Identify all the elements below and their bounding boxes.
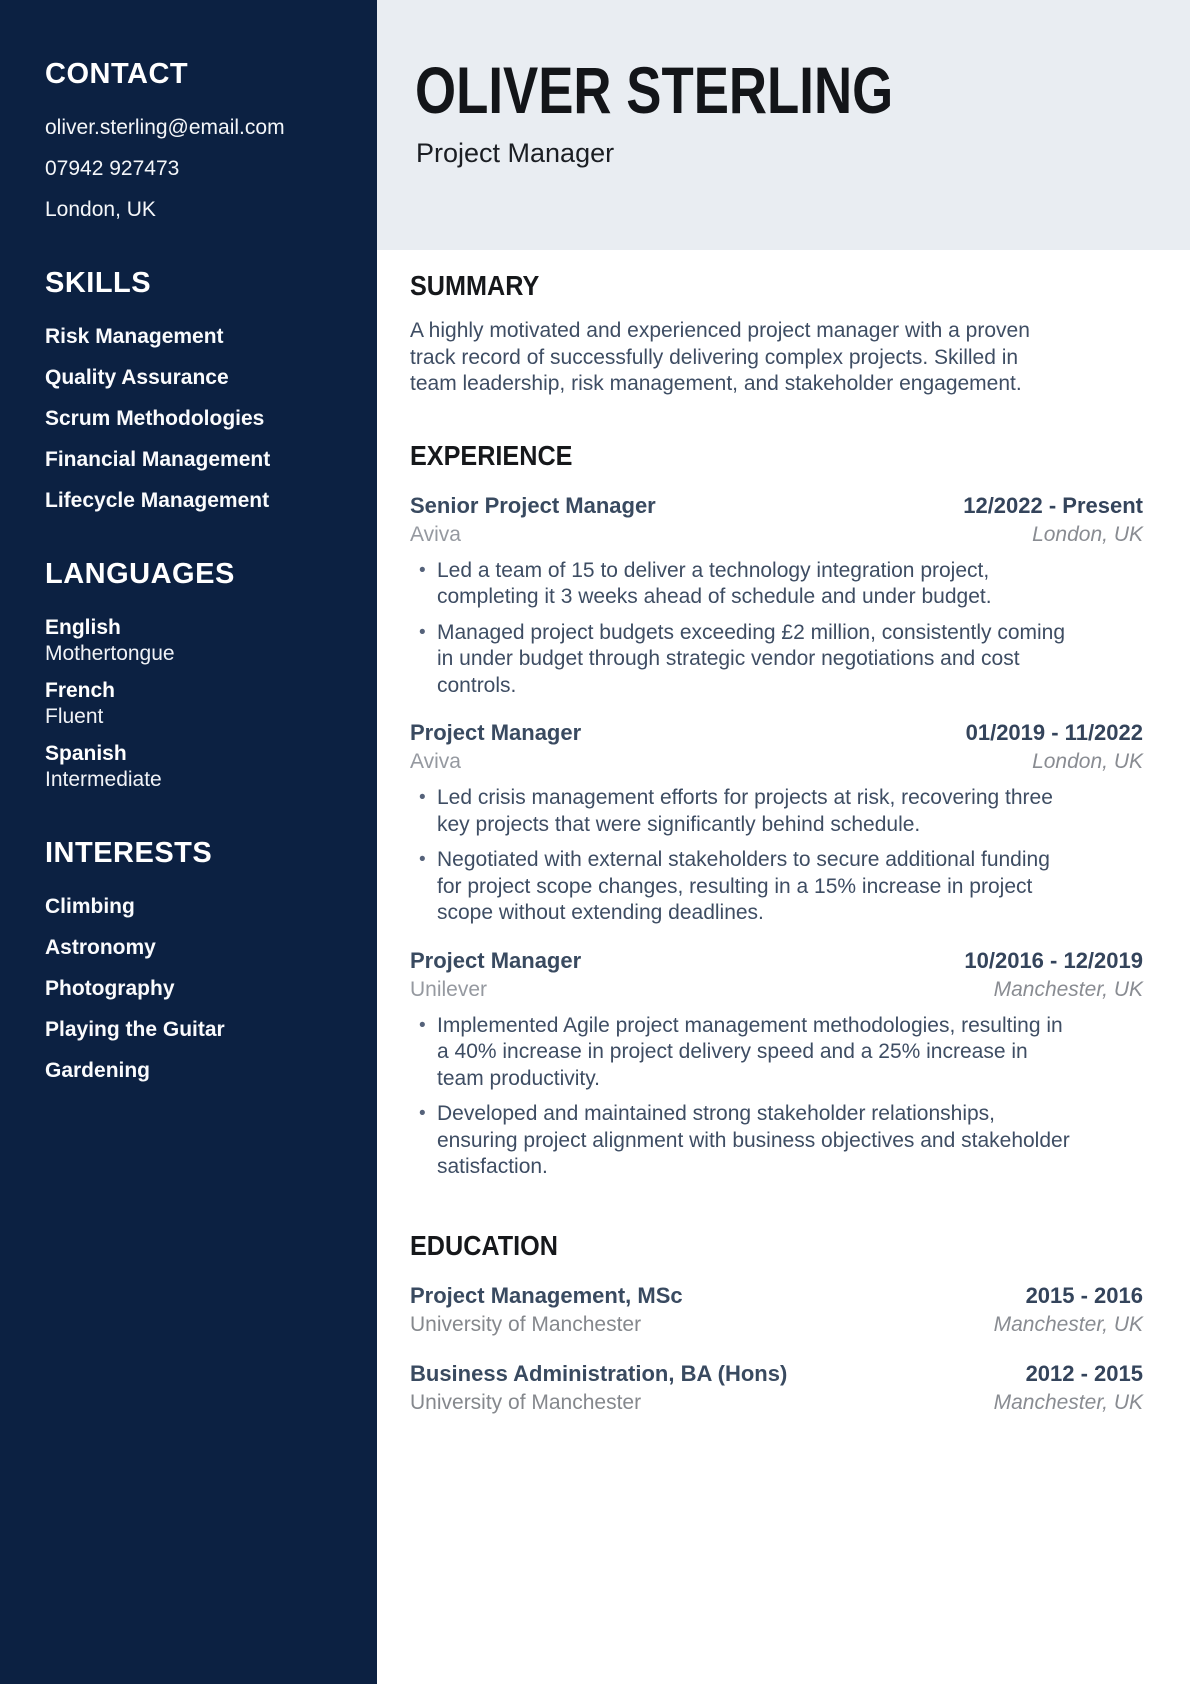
- language-item: [45, 615, 337, 667]
- interests-section: [45, 837, 337, 1084]
- job-location: London, UK: [1032, 750, 1143, 773]
- interest-item: Climbing: [45, 895, 135, 918]
- interest-item: Gardening: [45, 1059, 151, 1082]
- education-degree: Project Management, MSc: [410, 1282, 683, 1308]
- job-dates: 10/2016 - 12/2019: [964, 947, 1143, 973]
- job-company: Aviva: [410, 750, 461, 773]
- job-bullets: [410, 785, 1143, 927]
- job-entry: [410, 947, 1143, 1181]
- skill-item: Scrum Methodologies: [45, 407, 265, 430]
- skill-item: Lifecycle Management: [45, 489, 270, 512]
- job-company-row: [410, 747, 1143, 777]
- job-bullet: • Implemented Agile project management methodologies, resulting in a 40% increase in project delivery speed and a 25% increase in team productivity.: [410, 1013, 1075, 1093]
- job-location: Manchester, UK: [993, 977, 1143, 1001]
- language-item: [45, 678, 337, 730]
- job-dates: 01/2019 - 11/2022: [965, 720, 1143, 745]
- language-level: Fluent: [45, 705, 104, 728]
- languages-section: [45, 558, 337, 793]
- job-location: London, UK: [1032, 522, 1143, 546]
- candidate-title: Project Manager: [416, 138, 615, 168]
- header-banner: [377, 0, 1190, 250]
- job-bullets: [410, 558, 1143, 700]
- education-location: Manchester, UK: [993, 1390, 1143, 1414]
- education-section: [410, 1190, 1143, 1418]
- language-name: English: [45, 616, 121, 639]
- skills-list: [45, 324, 337, 514]
- candidate-name: OLIVER STERLING: [415, 53, 894, 127]
- job-title: Project Manager: [410, 947, 582, 973]
- contact-location: London, UK: [45, 198, 156, 221]
- summary-heading: SUMMARY: [410, 270, 540, 301]
- education-location: Manchester, UK: [993, 1312, 1143, 1336]
- job-bullet: • Managed project budgets exceeding £2 million, consistently coming in under budget through strategic vendor negotiations and cost controls.: [410, 620, 1075, 700]
- interest-item: Astronomy: [45, 936, 156, 959]
- job-entry: [410, 492, 1143, 700]
- education-entry: [410, 1282, 1143, 1340]
- education-heading: EDUCATION: [410, 1229, 558, 1261]
- job-company: Aviva: [410, 522, 461, 546]
- job-title: Senior Project Manager: [410, 492, 656, 518]
- job-title-row: [410, 719, 1143, 747]
- education-school-row: [410, 1310, 1143, 1340]
- job-title: Project Manager: [410, 720, 582, 745]
- language-level: Intermediate: [45, 768, 162, 791]
- main-column: [377, 0, 1190, 1684]
- contact-heading: CONTACT: [45, 58, 189, 90]
- education-school: University of Manchester: [410, 1390, 642, 1414]
- job-bullet: • Developed and maintained strong stakeholder relationships, ensuring project alignment with business objectives and stakeholder satisfaction.: [410, 1101, 1075, 1181]
- interest-item: Photography: [45, 977, 175, 1000]
- interests-heading: INTERESTS: [45, 837, 213, 869]
- contact-phone: 07942 927473: [45, 157, 180, 180]
- education-degree: Business Administration, BA (Hons): [410, 1360, 788, 1386]
- languages-heading: LANGUAGES: [45, 558, 235, 590]
- education-school: University of Manchester: [410, 1312, 642, 1336]
- job-dates: 12/2022 - Present: [963, 492, 1143, 518]
- skill-item: Financial Management: [45, 448, 271, 471]
- interests-list: [45, 894, 337, 1084]
- summary-text: A highly motivated and experienced project manager with a proven track record of successfully delivering complex projects. Skilled in team leadership, risk management, and stakeholder engagement.: [410, 319, 1030, 395]
- job-title-row: [410, 947, 1143, 975]
- job-company: Unilever: [410, 977, 488, 1001]
- experience-heading: EXPERIENCE: [410, 439, 573, 471]
- skill-item: Quality Assurance: [45, 366, 229, 389]
- job-bullets: [410, 1013, 1143, 1181]
- language-name: Spanish: [45, 742, 127, 765]
- education-dates: 2012 - 2015: [1025, 1360, 1143, 1386]
- job-bullet: • Negotiated with external stakeholders to secure additional funding for project scope changes, resulting in a 15% increase in project scope without extending deadlines.: [410, 847, 1075, 927]
- skill-item: Risk Management: [45, 325, 224, 348]
- summary-section: [410, 270, 1143, 398]
- education-degree-row: [410, 1360, 1143, 1388]
- job-entry: [410, 719, 1143, 927]
- education-degree-row: [410, 1282, 1143, 1310]
- job-bullet: • Led crisis management efforts for projects at risk, recovering three key projects that were significantly behind schedule.: [410, 785, 1075, 838]
- job-title-row: [410, 492, 1143, 520]
- skills-section: [45, 267, 337, 514]
- skills-heading: SKILLS: [45, 267, 152, 299]
- language-name: French: [45, 679, 116, 702]
- main-content: [377, 250, 1190, 1418]
- contact-email: oliver.sterling@email.com: [45, 116, 285, 139]
- education-dates: 2015 - 2016: [1025, 1282, 1143, 1308]
- sidebar: [0, 0, 377, 1684]
- job-company-row: [410, 520, 1143, 550]
- contact-section: [45, 58, 337, 223]
- interest-item: Playing the Guitar: [45, 1018, 225, 1041]
- education-entry: [410, 1360, 1143, 1418]
- language-item: [45, 741, 337, 793]
- education-school-row: [410, 1388, 1143, 1418]
- language-level: Mothertongue: [45, 642, 175, 665]
- job-bullet: • Led a team of 15 to deliver a technology integration project, completing it 3 weeks ahead of schedule and under budget.: [410, 558, 1075, 611]
- experience-section: [410, 398, 1143, 1181]
- job-company-row: [410, 975, 1143, 1005]
